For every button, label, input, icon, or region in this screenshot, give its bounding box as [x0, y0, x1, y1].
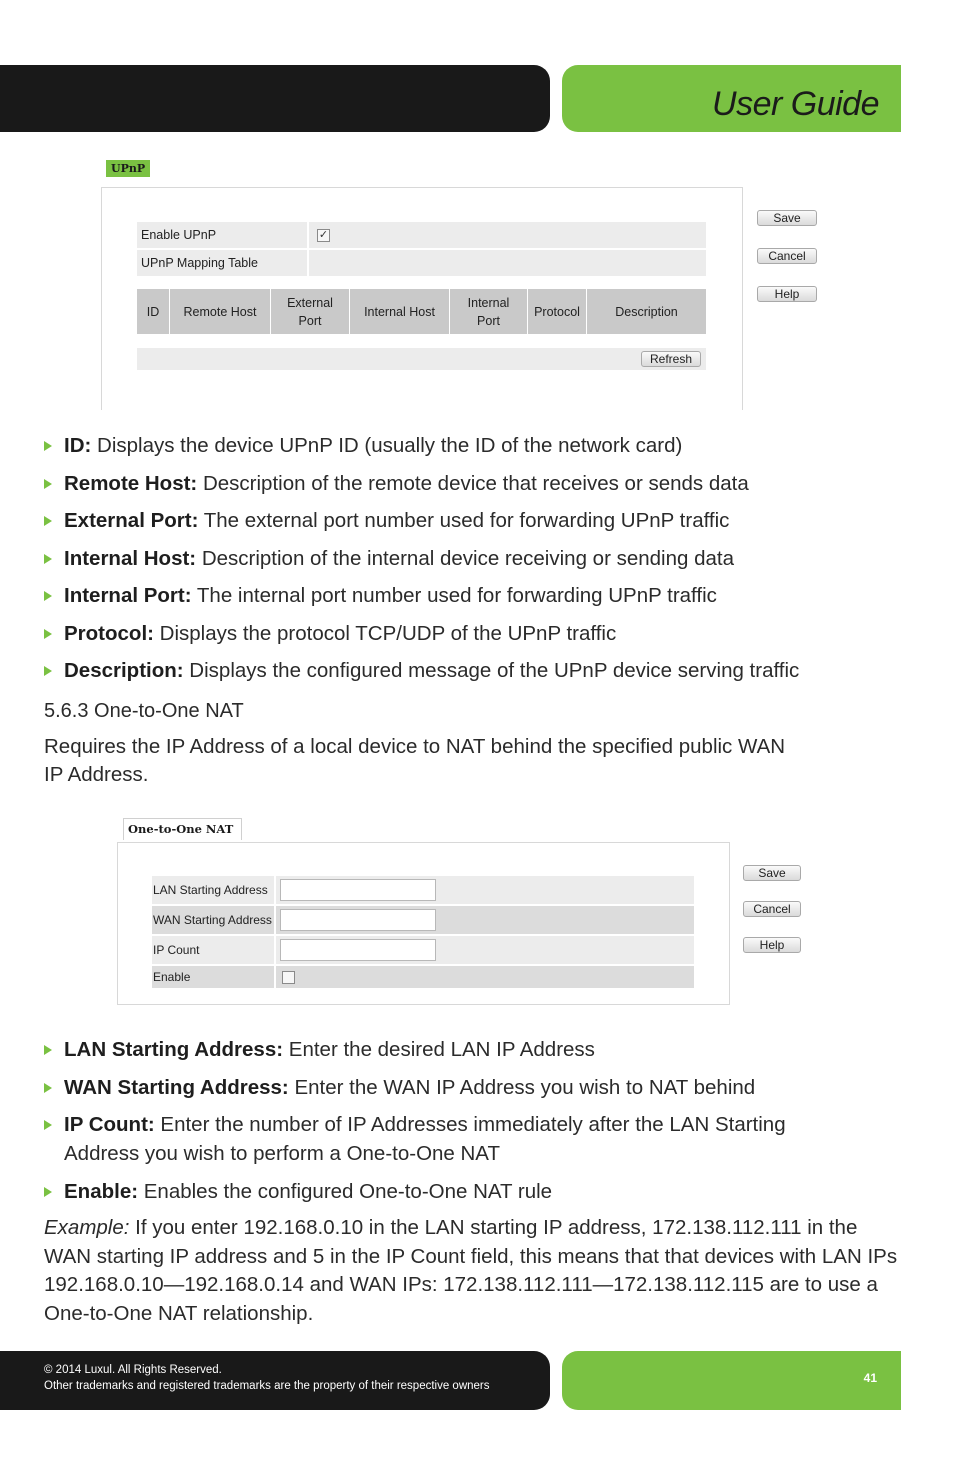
bullet-triangle-icon: [44, 1120, 52, 1130]
enable-upnp-row: [137, 222, 706, 248]
upnp-cancel-button[interactable]: Cancel: [757, 248, 817, 264]
refresh-button[interactable]: Refresh: [641, 351, 701, 367]
lan-start-input[interactable]: [280, 879, 436, 901]
col-id: ID: [137, 289, 170, 334]
ip-count-input[interactable]: [280, 939, 436, 961]
enable-upnp-value: [309, 222, 706, 248]
list-item: Protocol: Displays the protocol TCP/UDP of the UPnP traffic: [44, 619, 799, 648]
list-item: IP Count: Enter the number of IP Addresses immediately after the LAN Starting Address you wish to perform a One-to-One NAT: [44, 1110, 844, 1168]
wan-start-row: [152, 906, 694, 934]
nat-tab[interactable]: One-to-One NAT: [123, 818, 242, 840]
list-item: Enable: Enables the configured One-to-One NAT rule: [44, 1177, 844, 1206]
list-item: Internal Port: The internal port number used for forwarding UPnP traffic: [44, 581, 799, 610]
footer-black-bar: [0, 1351, 550, 1410]
trademark-text: Other trademarks and registered trademarks are the property of their respective owners: [44, 1380, 490, 1392]
lan-start-label: LAN Starting Address: [152, 876, 274, 904]
mapping-table-row: [137, 250, 706, 276]
bullet-triangle-icon: [44, 591, 52, 601]
header-black-bar: [0, 65, 550, 132]
ip-count-row: [152, 936, 694, 964]
footer-green-bar: [562, 1351, 901, 1410]
col-protocol: Protocol: [528, 289, 587, 334]
upnp-field-list: [44, 431, 799, 685]
section-title: 5.6.3 One-to-One NAT: [44, 700, 244, 722]
copyright-text: © 2014 Luxul. All Rights Reserved.: [44, 1364, 222, 1376]
bullet-triangle-icon: [44, 441, 52, 451]
bullet-triangle-icon: [44, 516, 52, 526]
bullet-triangle-icon: [44, 629, 52, 639]
example-text: If you enter 192.168.0.10 in the LAN starting IP address, 172.138.112.111 in the WAN starting IP address and 5 in the IP Count field, this means that that devices with LAN IPs 192.168.0.10—192.168.0.14 and WAN IPs: 172.138.112.111—172.138.112.115 are to use a One-to-One NAT relationship.: [44, 1216, 898, 1325]
page-number: 41: [863, 1371, 877, 1385]
upnp-save-button[interactable]: Save: [757, 210, 817, 226]
col-remote-host: Remote Host: [170, 289, 271, 334]
lan-start-row: [152, 876, 694, 904]
ip-count-label: IP Count: [152, 936, 274, 964]
upnp-help-button[interactable]: Help: [757, 286, 817, 302]
list-item: Remote Host: Description of the remote device that receives or sends data: [44, 469, 799, 498]
nat-cancel-button[interactable]: Cancel: [743, 901, 801, 917]
bullet-triangle-icon: [44, 666, 52, 676]
list-item: LAN Starting Address: Enter the desired LAN IP Address: [44, 1035, 844, 1064]
nat-save-button[interactable]: Save: [743, 865, 801, 881]
bullet-triangle-icon: [44, 479, 52, 489]
bullet-triangle-icon: [44, 1187, 52, 1197]
nat-field-list: [44, 1035, 844, 1206]
nat-enable-checkbox[interactable]: [282, 971, 295, 984]
list-item: External Port: The external port number used for forwarding UPnP traffic: [44, 506, 799, 535]
section-intro: Requires the IP Address of a local device to NAT behind the specified public WAN IP Address.: [44, 735, 786, 786]
nat-enable-label: Enable: [152, 966, 274, 988]
nat-help-button[interactable]: Help: [743, 937, 801, 953]
example-label: Example:: [44, 1216, 130, 1239]
bullet-triangle-icon: [44, 1045, 52, 1055]
refresh-bar: [137, 348, 706, 370]
mapping-table-label: UPnP Mapping Table: [137, 250, 307, 276]
bullet-triangle-icon: [44, 1083, 52, 1093]
list-item: Description: Displays the configured message of the UPnP device serving traffic: [44, 656, 799, 685]
page-title: User Guide: [712, 85, 879, 123]
bullet-triangle-icon: [44, 554, 52, 564]
wan-start-label: WAN Starting Address: [152, 906, 274, 934]
col-internal-port: Internal Port: [450, 289, 528, 334]
upnp-table-header: [137, 289, 706, 334]
enable-upnp-checkbox[interactable]: ✓: [318, 229, 329, 241]
col-description: Description: [615, 304, 678, 319]
col-internal-host: Internal Host: [350, 289, 450, 334]
col-external-port: External Port: [271, 289, 350, 334]
nat-enable-row: [152, 966, 694, 988]
wan-start-input[interactable]: [280, 909, 436, 931]
upnp-tab[interactable]: UPnP: [106, 160, 150, 177]
example-paragraph: [44, 1214, 904, 1328]
list-item: WAN Starting Address: Enter the WAN IP Address you wish to NAT behind: [44, 1073, 844, 1102]
list-item: Internal Host: Description of the internal device receiving or sending data: [44, 544, 799, 573]
list-item: ID: Displays the device UPnP ID (usually the ID of the network card): [44, 431, 799, 460]
enable-upnp-label: Enable UPnP: [137, 222, 307, 248]
header-green-bar: [562, 65, 901, 132]
